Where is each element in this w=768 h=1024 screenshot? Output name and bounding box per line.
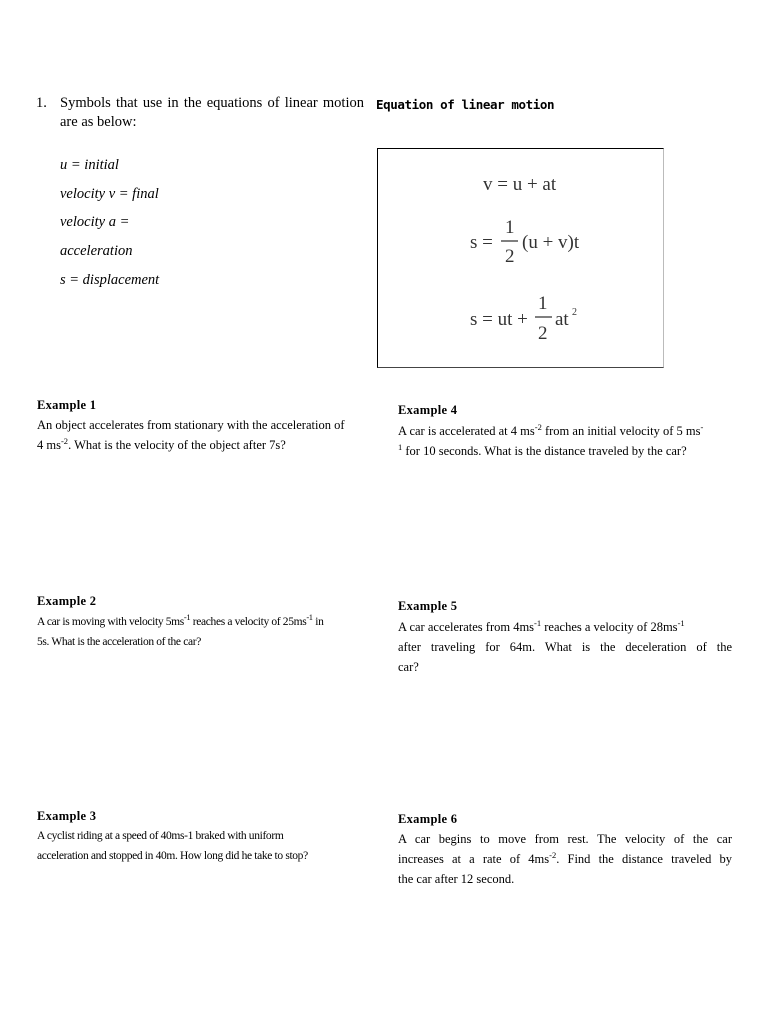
equation-3-denominator: 2 bbox=[538, 323, 548, 344]
equation-3-lhs: s = ut + bbox=[470, 309, 528, 330]
equation-3-numerator: 1 bbox=[538, 293, 548, 314]
intro-paragraph bbox=[36, 94, 364, 132]
equation-3-rhs: at bbox=[555, 309, 569, 330]
symbol-line: velocity a = bbox=[60, 214, 130, 230]
example-6-body: A car begins to move from rest. The velocity of the car increases at a rate of $4ms^{-2}$. Find the distance traveled by the car after 12 second. bbox=[398, 832, 733, 886]
example-5-title: Example 5 bbox=[398, 599, 458, 613]
list-number: 1. bbox=[36, 95, 47, 111]
example-4-title: Example 4 bbox=[398, 403, 458, 417]
example-3-title: Example 3 bbox=[37, 809, 97, 823]
example-1-body: An object accelerates from stationary with the acceleration of 4 $ms^{-2}$. What is the velocity of the object after 7s? bbox=[37, 418, 345, 452]
example-4-body: A car is accelerated at 4 $ms^{-2}$ from an initial velocity of 5 ms- $^1$ for 10 seconds. What is the distance traveled by the car? bbox=[398, 422, 704, 458]
symbol-line: s = displacement bbox=[60, 272, 160, 288]
equation-2-rhs: (u + v)t bbox=[522, 232, 580, 253]
equations-title: Equation of linear motion bbox=[376, 97, 555, 112]
symbol-line: velocity v = final bbox=[60, 186, 159, 202]
example-2-title: Example 2 bbox=[37, 594, 97, 608]
equation-1: v = u + at bbox=[483, 174, 557, 195]
equation-3-exponent: 2 bbox=[572, 307, 577, 318]
equation-2-numerator: 1 bbox=[505, 217, 515, 238]
intro-text: Symbols that use in the equations of linear motion are as below: bbox=[60, 95, 364, 130]
example-2-body: A car is moving with velocity $5ms^{-1}$ reaches a velocity of $25ms^{-1}$ in 5s. What is the acceleration of the car? bbox=[37, 612, 324, 648]
symbol-line: acceleration bbox=[60, 243, 133, 259]
equation-2-lhs: s = bbox=[470, 232, 493, 253]
example-1-title: Example 1 bbox=[37, 398, 97, 412]
equations-box bbox=[377, 148, 664, 368]
equation-2-denominator: 2 bbox=[505, 246, 515, 267]
example-5-body: A car accelerates from $4ms^{-1}$ reaches a velocity of $28ms^{-1}$ after traveling for 64m. What is the deceleration of the car? bbox=[398, 618, 732, 674]
example-3-body: A cyclist riding at a speed of 40ms-1 braked with uniform acceleration and stopped in 40m. How long did he take to stop? bbox=[37, 830, 308, 862]
example-6-title: Example 6 bbox=[398, 812, 458, 826]
symbol-line: u = initial bbox=[60, 157, 119, 173]
